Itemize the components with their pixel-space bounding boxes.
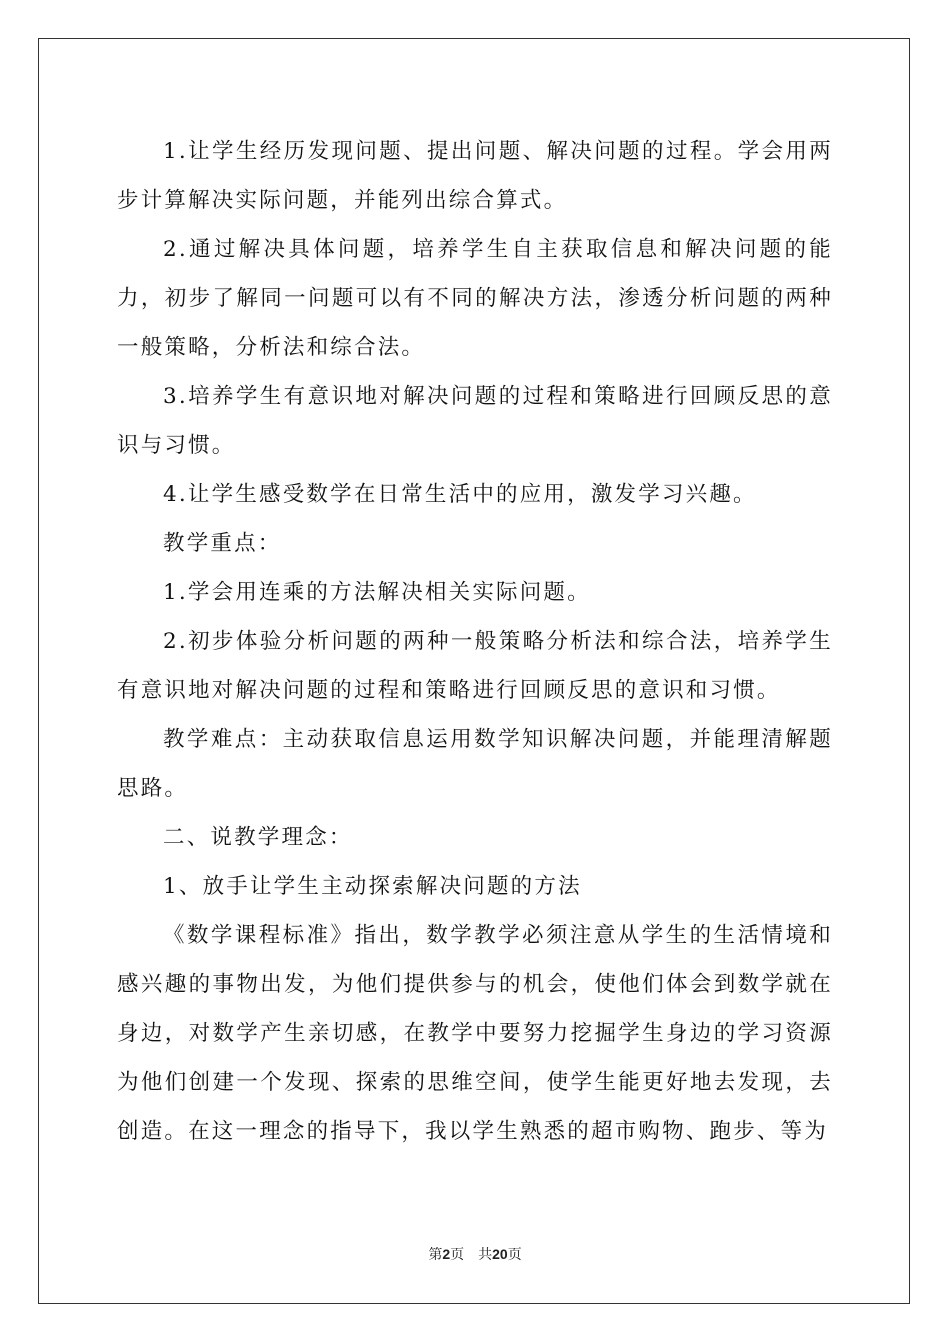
paragraph-goal-3: 3.培养学生有意识地对解决问题的过程和策略进行回顾反思的意识与习惯。	[117, 384, 833, 458]
footer-total-pages: 20	[492, 1246, 508, 1262]
footer-page-number: 2	[442, 1246, 451, 1262]
footer-page-suffix: 页	[450, 1247, 465, 1263]
heading-teaching-philosophy: 二、说教学理念：	[163, 825, 353, 850]
heading-key-points: 教学重点：	[163, 531, 282, 556]
subheading-philosophy-1: 1、放手让学生主动探索解决问题的方法	[163, 874, 582, 899]
footer-page-prefix: 第	[428, 1247, 443, 1263]
document-body	[117, 127, 833, 1156]
paragraph-goal-4: 4.让学生感受数学在日常生活中的应用，激发学习兴趣。	[163, 482, 757, 507]
page-footer	[0, 1244, 950, 1264]
footer-total-suffix: 页	[507, 1247, 522, 1263]
paragraph-goal-1: 1.让学生经历发现问题、提出问题、解决问题的过程。学会用两步计算解决实际问题，并能列出综合算式。	[117, 139, 833, 213]
paragraph-curriculum-standard: 《数学课程标准》指出，数学教学必须注意从学生的生活情境和感兴趣的事物出发，为他们提供参与的机会，使他们体会到数学就在身边，对数学产生亲切感，在教学中要努力挖掘学生身边的学习资源为他们创建一个发现、探索的思维空间，使学生能更好地去发现，去创造。在这一理念的指导下，我以学生熟悉的超市购物、跑步、等为	[117, 923, 833, 1144]
paragraph-goal-2: 2.通过解决具体问题，培养学生自主获取信息和解决问题的能力，初步了解同一问题可以有不同的解决方法，渗透分析问题的两种一般策略，分析法和综合法。	[117, 237, 833, 360]
paragraph-key-point-1: 1.学会用连乘的方法解决相关实际问题。	[163, 580, 591, 605]
paragraph-difficulty: 教学难点：主动获取信息运用数学知识解决问题，并能理清解题思路。	[117, 727, 833, 801]
paragraph-key-point-2: 2.初步体验分析问题的两种一般策略分析法和综合法，培养学生有意识地对解决问题的过程和策略进行回顾反思的意识和习惯。	[117, 629, 833, 703]
footer-total-prefix: 共	[478, 1247, 493, 1263]
